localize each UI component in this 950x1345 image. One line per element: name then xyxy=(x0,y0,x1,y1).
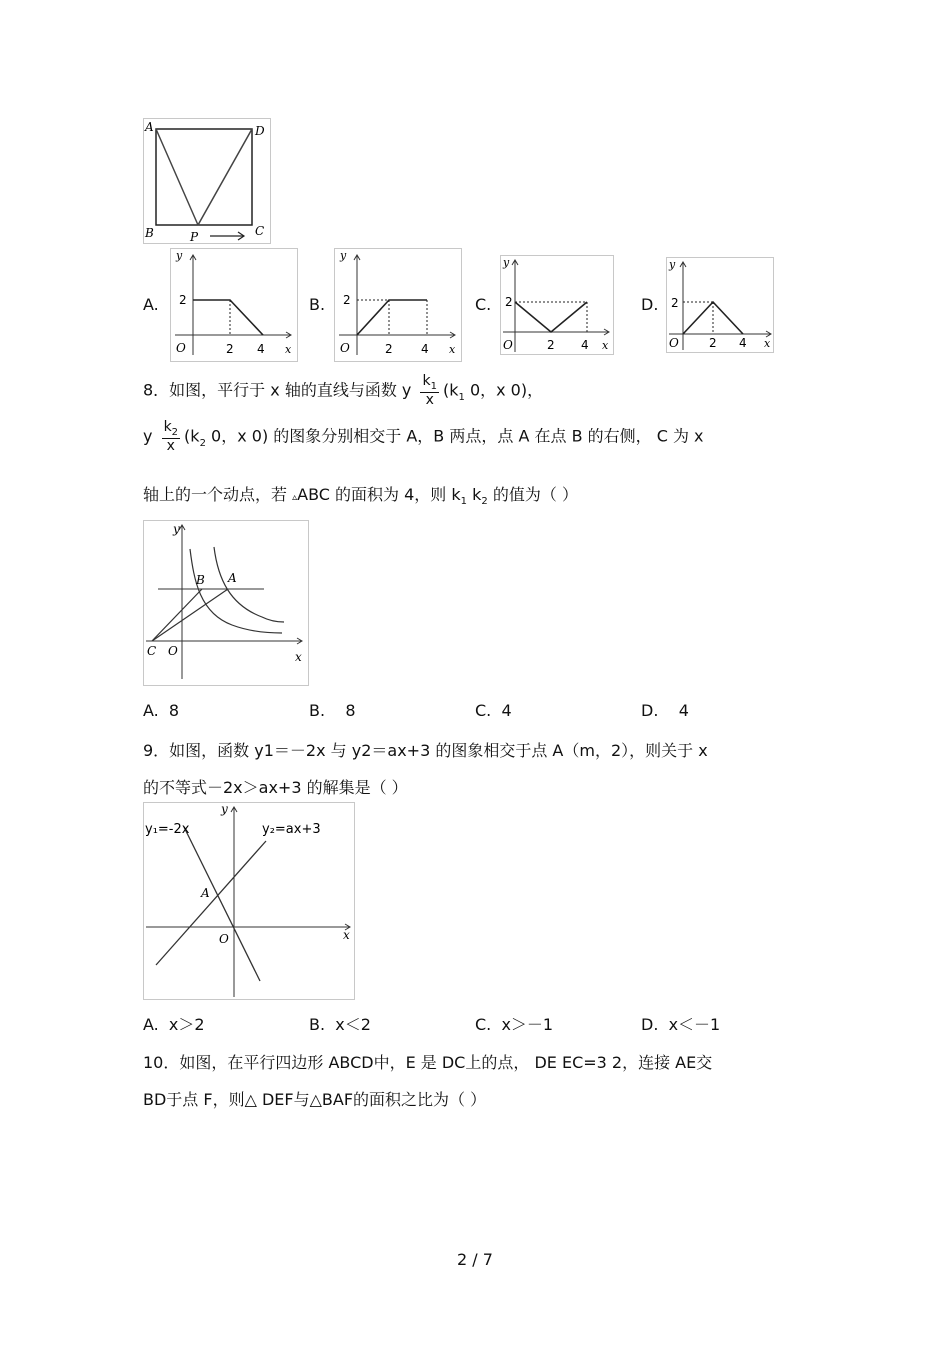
origin-label: O xyxy=(503,338,513,352)
y-tick: 2 xyxy=(343,293,351,307)
q9-line-1: 9．如图，函数 y1＝－2x 与 y2＝ax+3 的图象相交于点 A（m，2），则关于 x xyxy=(143,741,708,760)
origin-label: O xyxy=(340,341,350,355)
q8-line-3: 轴上的一个动点，若 ▵ABC 的面积为 4，则 $k_1$ $k_2$ 的值为（ ） xyxy=(143,485,578,508)
line-y2-label: y₂=ax+3 xyxy=(262,822,321,837)
origin-label: O xyxy=(669,336,679,350)
label-b: B xyxy=(145,226,154,240)
y-tick: 2 xyxy=(671,296,679,310)
origin-label: O xyxy=(168,644,178,658)
triangle-symbol: ▵ xyxy=(292,492,298,503)
q8-figure xyxy=(143,520,309,686)
x-tick-4: 4 xyxy=(257,342,265,356)
origin-label: O xyxy=(176,341,186,355)
x-axis-label: x xyxy=(449,343,456,356)
x-axis-label: x xyxy=(285,343,292,356)
y-axis-label: y xyxy=(503,256,510,269)
q8-line-1: 8．如图，平行于 x 轴的直线与函数 y $\frac{k_1}{x}$ ($k_1$ 0，x 0)， xyxy=(143,373,544,408)
q8-option-b: B. 8 xyxy=(309,701,356,720)
x-tick-2: 2 xyxy=(385,342,393,356)
q7-option-c-letter: C. xyxy=(475,295,492,314)
q8-option-c: C. 4 xyxy=(475,701,512,720)
y-axis-label: y xyxy=(669,258,676,271)
label-d: D xyxy=(255,124,265,138)
q10-line-1: 10．如图，在平行四边形 ABCD中，E 是 DC上的点， DE EC=3 2，连接 AE交 xyxy=(143,1053,713,1072)
label-a: A xyxy=(145,120,154,134)
x-tick-4: 4 xyxy=(581,338,589,352)
line-y1-label: y₁=-2x xyxy=(145,822,190,837)
q7-square-figure xyxy=(143,118,271,244)
q8-text-rest: 0，x 0) 的图象分别相交于 A，B 两点，点 A 在点 B 的右侧， C 为 x xyxy=(205,426,704,446)
y-tick: 2 xyxy=(505,295,513,309)
point-b-label: B xyxy=(196,573,205,587)
x-tick-4: 4 xyxy=(739,336,747,350)
x-axis-label: x xyxy=(343,928,350,942)
y-tick: 2 xyxy=(179,293,187,307)
x-tick-2: 2 xyxy=(547,338,555,352)
q7-option-a-graph xyxy=(170,248,298,362)
fraction-k2-over-x: $\frac{k_2}{x}$ xyxy=(163,419,179,454)
y-axis-label: y xyxy=(340,249,347,262)
q7-option-b-graph xyxy=(334,248,462,362)
label-c: C xyxy=(255,224,265,238)
q7-option-b-letter: B. xyxy=(309,295,326,314)
x-axis-label: x xyxy=(295,650,302,664)
fraction-k1-over-x: $\frac{k_1}{x}$ xyxy=(422,373,437,408)
point-a-label: A xyxy=(201,886,210,900)
q7-option-d-graph xyxy=(666,257,774,353)
q7-option-a-letter: A. xyxy=(143,295,159,314)
x-axis-label: x xyxy=(764,337,771,350)
x-axis-label: x xyxy=(602,339,609,352)
q7-option-d-letter: D. xyxy=(641,295,659,314)
label-p: P xyxy=(190,230,199,243)
q8-option-a: A. 8 xyxy=(143,701,180,720)
page-number: 2 / 7 xyxy=(457,1250,493,1269)
q10-line-2: BD于点 F，则△ DEF与△BAF的面积之比为（ ） xyxy=(143,1090,487,1109)
q9-option-a: A. x＞2 xyxy=(143,1015,205,1034)
x-tick-2: 2 xyxy=(709,336,717,350)
point-a-label: A xyxy=(228,571,237,585)
q8-line-2: y $\frac{k_2}{x}$ ($k_2$ 0，x 0) 的图象分别相交于 A，B 两点，点 A 在点 B 的右侧， C 为 x xyxy=(143,419,704,454)
x-tick-4: 4 xyxy=(421,342,429,356)
q9-option-b: B. x＜2 xyxy=(309,1015,371,1034)
q8-text-y: y xyxy=(143,426,153,446)
q9-option-c: C. x＞－1 xyxy=(475,1015,554,1034)
q8-text-a: 8．如图，平行于 x 轴的直线与函数 y xyxy=(143,380,412,400)
q8-text-b: (k xyxy=(442,380,459,400)
y-axis-label: y xyxy=(173,522,180,536)
y-axis-label: y xyxy=(176,249,183,262)
point-c-label: C xyxy=(147,644,157,658)
y-axis-label: y xyxy=(221,803,228,816)
q8-text-k2: (k xyxy=(184,426,200,446)
q8-option-d: D. 4 xyxy=(641,701,689,720)
q9-figure xyxy=(143,802,355,1000)
origin-label: O xyxy=(219,932,229,946)
q9-option-d: D. x＜－1 xyxy=(641,1015,721,1034)
q9-line-2: 的不等式－2x＞ax+3 的解集是（ ） xyxy=(143,778,408,797)
q7-option-c-graph xyxy=(500,255,614,355)
q8-text-c: 0，x 0)， xyxy=(464,380,544,400)
x-tick-2: 2 xyxy=(226,342,234,356)
